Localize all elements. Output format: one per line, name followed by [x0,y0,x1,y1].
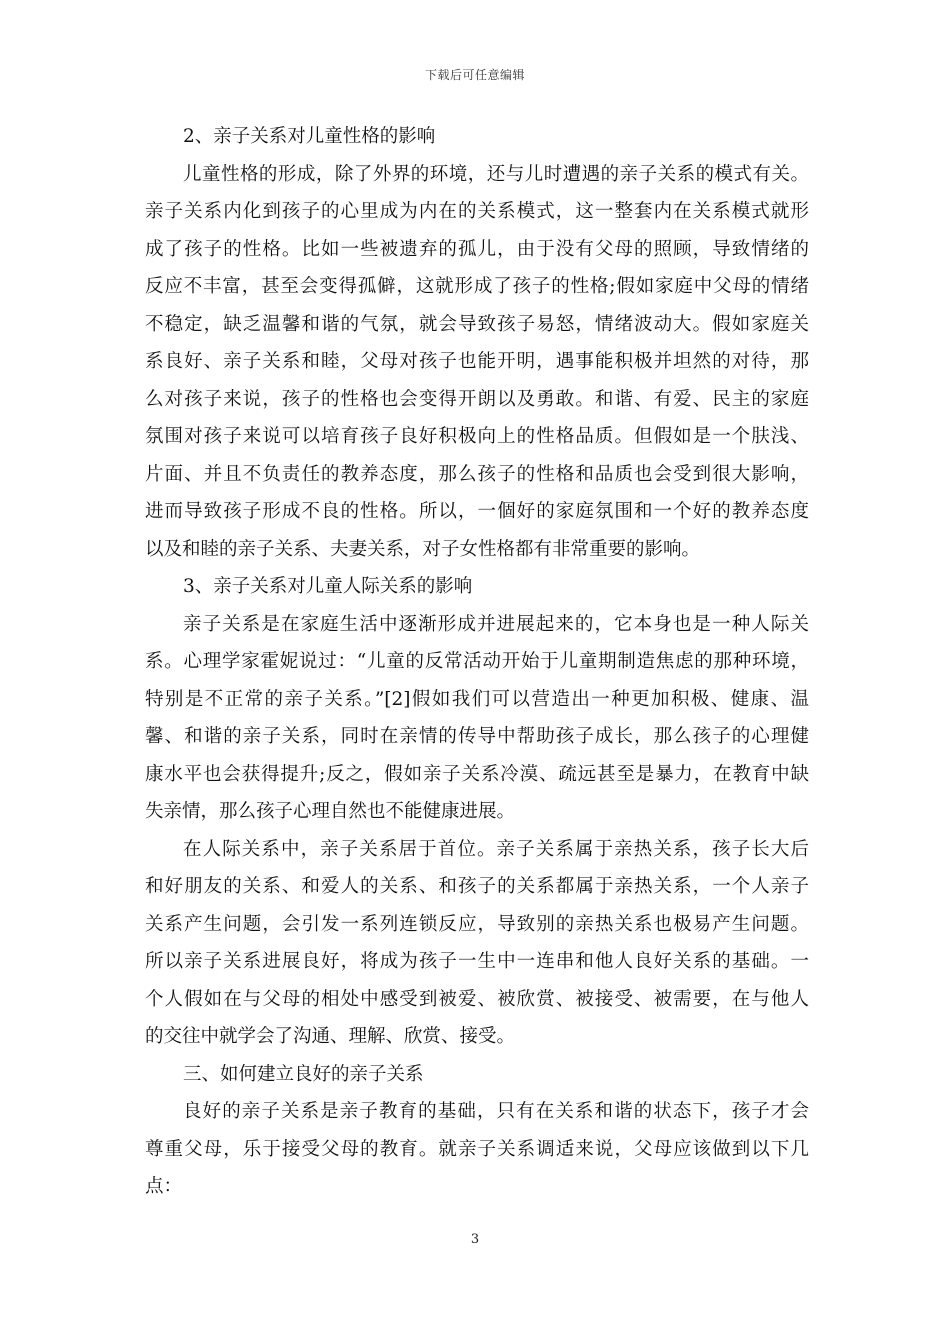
text-line: 在人际关系中，亲子关系居于首位。亲子关系属于亲热关系，孩子长大后 [183,838,809,860]
text-line: 的交往中就学会了沟通、理解、欣赏、接受。 [145,1026,516,1047]
text-line: 成了孩子的性格。比如一些被遗弃的孤儿，由于没有父母的照顾，导致情绪的 [145,238,809,260]
text-line: 三、如何建立良好的亲子关系 [183,1063,424,1085]
text-line: 不稳定，缺乏温馨和谐的气氛，就会导致孩子易怒，情绪波动大。假如家庭关 [145,313,809,335]
text-line: 良好的亲子关系是亲子教育的基础，只有在关系和谐的状态下，孩子才会 [183,1101,809,1122]
document-body [145,118,809,1206]
text-line: 点： [145,1176,183,1197]
text-line: 康水平也会获得提升;反之，假如亲子关系冷漠、疏远甚至是暴力，在教育中缺 [145,763,809,785]
text-line: 反应不丰富，甚至会变得孤僻，这就形成了孩子的性格;假如家庭中父母的情绪 [145,276,809,297]
text-line: 个人假如在与父母的相处中感受到被爱、被欣赏、被接受、被需要，在与他人 [145,988,809,1010]
text-line: 馨、和谐的亲子关系，同时在亲情的传导中帮助孩子成长，那么孩子的心理健 [145,726,809,747]
text-line: 2、亲子关系对儿童性格的影响 [183,126,436,147]
text-line: 特别是不正常的亲子关系。”[2]假如我们可以营造出一种更加积极、健康、温 [145,688,809,710]
text-line: 氛围对孩子来说可以培育孩子良好积极向上的性格品质。但假如是一个肤浅、 [145,426,809,447]
text-line: 么对孩子来说，孩子的性格也会变得开朗以及勇敢。和谐、有爱、民主的家庭 [145,388,809,410]
text-line: 片面、并且不负责任的教养态度，那么孩子的性格和品质也会受到很大影响， [145,463,809,485]
text-line: 所以亲子关系进展良好，将成为孩子一生中一连串和他人良好关系的基础。一 [145,951,809,972]
text-line: 失亲情，那么孩子心理自然也不能健康进展。 [145,801,516,822]
text-line: 以及和睦的亲子关系、夫妻关系，对子女性格都有非常重要的影响。 [145,538,701,560]
text-line: 亲子关系内化到孩子的心里成为内在的关系模式，这一整套内在关系模式就形 [145,201,809,222]
page-header: 下载后可任意编辑 [424,68,525,82]
page-number: 3 [470,1232,480,1247]
text-line: 和好朋友的关系、和爱人的关系、和孩子的关系都属于亲热关系，一个人亲子 [145,876,809,897]
text-line: 系。心理学家霍妮说过：“儿童的反常活动开始于儿童期制造焦虑的那种环境， [145,651,809,672]
text-line: 3、亲子关系对儿童人际关系的影响 [183,576,473,597]
text-line: 系良好、亲子关系和睦，父母对孩子也能开明，遇事能积极并坦然的对待，那 [145,351,809,372]
text-line: 儿童性格的形成，除了外界的环境，还与儿时遭遇的亲子关系的模式有关。 [183,163,809,185]
text-line: 亲子关系是在家庭生活中逐渐形成并进展起来的，它本身也是一种人际关 [183,613,809,635]
text-line: 尊重父母，乐于接受父母的教育。就亲子关系调适来说，父母应该做到以下几 [145,1138,809,1160]
text-line: 关系产生问题，会引发一系列连锁反应，导致别的亲热关系也极易产生问题。 [145,913,809,935]
text-line: 进而导致孩子形成不良的性格。所以，一個好的家庭氛围和一个好的教养态度 [145,501,809,522]
